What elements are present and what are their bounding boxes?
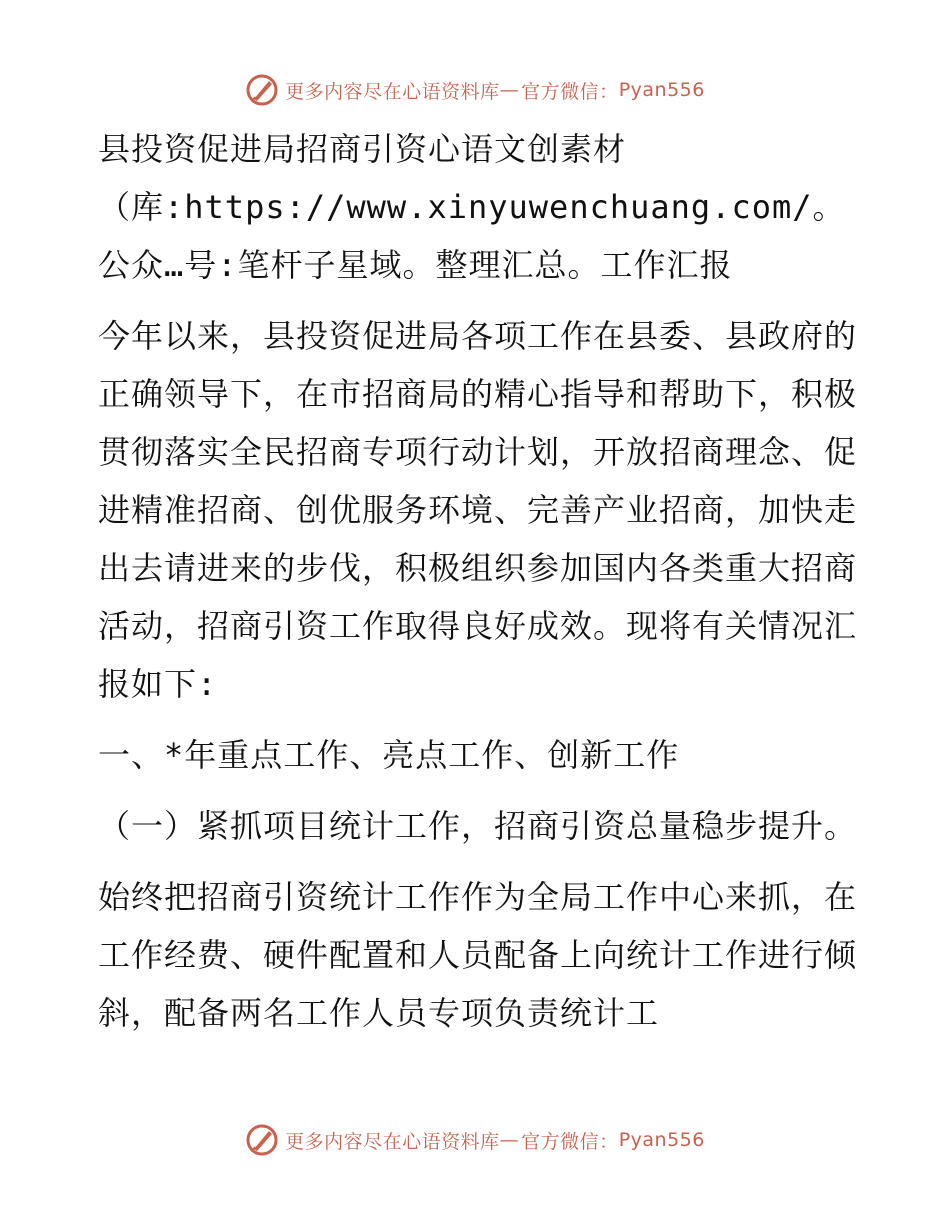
section-heading: 一、*年重点工作、亮点工作、创新工作 <box>98 736 680 774</box>
watermark-footer <box>0 1120 950 1160</box>
document-title: 县投资促进局招商引资心语文创素材（库:https://www.xinyuwenchuang.com/。公众…号:笔杆子星域。整理汇总。工作汇报 <box>98 130 846 284</box>
intro-paragraph: 今年以来，县投资促进局各项工作在县委、县政府的正确领导下，在市招商局的精心指导和帮助下，积极贯彻落实全民招商专项行动计划，开放招商理念、促进精准招商、创优服务环境、完善产业招商，加快走出去请进来的步伐，积极组织参加国内各类重大招商活动，招商引资工作取得良好成效。现将有关情况汇报如下: <box>98 317 858 703</box>
watermark-contact-id: Pyan556 <box>618 1129 705 1151</box>
quill-logo-icon <box>245 73 279 107</box>
watermark-text: 更多内容尽在心语资料库 <box>285 80 500 103</box>
body-paragraph: 始终把招商引资统计工作作为全局工作中心来抓，在工作经费、硬件配置和人员配备上向统计工作进行倾斜，配备两名工作人员专项负责统计工 <box>98 878 858 1032</box>
subsection-heading: （一）紧抓项目统计工作，招商引资总量稳步提升。 <box>98 807 858 845</box>
watermark-header <box>0 70 950 110</box>
watermark-contact-id: Pyan556 <box>618 79 705 101</box>
watermark-text: 更多内容尽在心语资料库 <box>285 1130 500 1153</box>
watermark-contact-label: 官方微信： <box>521 1130 619 1153</box>
document-body <box>98 120 858 1055</box>
watermark-contact-label: 官方微信： <box>521 80 619 103</box>
watermark-separator: — <box>499 1129 520 1151</box>
watermark-separator: — <box>499 79 520 101</box>
quill-logo-icon <box>245 1123 279 1157</box>
